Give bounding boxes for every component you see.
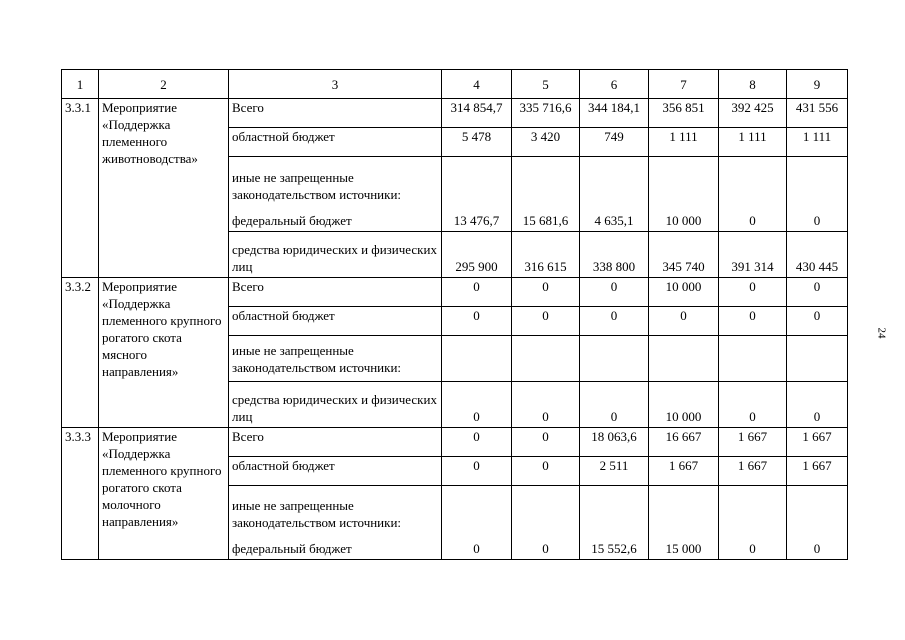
cell-value: 0 bbox=[787, 382, 848, 428]
cell-value: 10 000 bbox=[649, 278, 719, 307]
cell-value: 15 681,6 bbox=[512, 157, 580, 232]
cell-value: 0 bbox=[512, 382, 580, 428]
federal-label: федеральный бюджет bbox=[232, 541, 352, 556]
cell-value: 0 bbox=[512, 457, 580, 486]
cell-value: 316 615 bbox=[512, 232, 580, 278]
financing-table bbox=[61, 69, 848, 560]
cell-value: 0 bbox=[719, 486, 787, 560]
cell-value: 335 716,6 bbox=[512, 99, 580, 128]
empty-cell bbox=[580, 336, 649, 382]
row-label: иные не запрещенные законодательством источники: bbox=[229, 336, 442, 382]
cell-value: 0 bbox=[787, 486, 848, 560]
empty-cell bbox=[442, 336, 512, 382]
cell-value: 0 bbox=[512, 428, 580, 457]
table-row bbox=[62, 99, 848, 128]
cell-value: 1 667 bbox=[787, 428, 848, 457]
cell-value: 431 556 bbox=[787, 99, 848, 128]
cell-value: 0 bbox=[512, 486, 580, 560]
header-cell: 9 bbox=[787, 70, 848, 99]
cell-value: 0 bbox=[512, 278, 580, 307]
cell-value: 13 476,7 bbox=[442, 157, 512, 232]
item-title: Мероприятие «Поддержка племенного животноводства» bbox=[99, 99, 229, 278]
row-label: областной бюджет bbox=[229, 307, 442, 336]
cell-value: 10 000 bbox=[649, 157, 719, 232]
cell-value: 1 111 bbox=[787, 128, 848, 157]
cell-value: 15 552,6 bbox=[580, 486, 649, 560]
cell-value: 0 bbox=[787, 278, 848, 307]
header-cell: 6 bbox=[580, 70, 649, 99]
cell-value: 0 bbox=[719, 157, 787, 232]
cell-value: 5 478 bbox=[442, 128, 512, 157]
row-label bbox=[229, 157, 442, 232]
cell-value: 1 667 bbox=[719, 428, 787, 457]
cell-value: 15 000 bbox=[649, 486, 719, 560]
cell-value: 430 445 bbox=[787, 232, 848, 278]
cell-value: 0 bbox=[442, 278, 512, 307]
cell-value: 749 bbox=[580, 128, 649, 157]
cell-value: 0 bbox=[442, 486, 512, 560]
row-label: средства юридических и физических лиц bbox=[229, 382, 442, 428]
cell-value: 18 063,6 bbox=[580, 428, 649, 457]
cell-value: 0 bbox=[719, 278, 787, 307]
item-code: 3.3.2 bbox=[62, 278, 99, 428]
cell-value: 1 667 bbox=[787, 457, 848, 486]
header-cell: 2 bbox=[99, 70, 229, 99]
header-row bbox=[62, 70, 848, 99]
cell-value: 345 740 bbox=[649, 232, 719, 278]
cell-value: 1 111 bbox=[719, 128, 787, 157]
header-cell: 5 bbox=[512, 70, 580, 99]
cell-value: 3 420 bbox=[512, 128, 580, 157]
cell-value: 0 bbox=[787, 307, 848, 336]
row-label: Всего bbox=[229, 278, 442, 307]
item-code: 3.3.3 bbox=[62, 428, 99, 560]
item-code: 3.3.1 bbox=[62, 99, 99, 278]
empty-cell bbox=[719, 336, 787, 382]
other-sources-label: иные не запрещенные законодательством источники: bbox=[232, 170, 402, 202]
cell-value: 391 314 bbox=[719, 232, 787, 278]
cell-value: 10 000 bbox=[649, 382, 719, 428]
page-number: 24 bbox=[875, 327, 888, 339]
cell-value: 16 667 bbox=[649, 428, 719, 457]
cell-value: 0 bbox=[442, 307, 512, 336]
empty-cell bbox=[512, 336, 580, 382]
empty-cell bbox=[787, 336, 848, 382]
cell-value: 0 bbox=[580, 307, 649, 336]
cell-value: 0 bbox=[442, 382, 512, 428]
row-label: Всего bbox=[229, 428, 442, 457]
cell-value: 0 bbox=[580, 382, 649, 428]
cell-value: 4 635,1 bbox=[580, 157, 649, 232]
other-sources-label: иные не запрещенные законодательством источники: bbox=[232, 498, 402, 530]
cell-value: 0 bbox=[787, 157, 848, 232]
cell-value: 2 511 bbox=[580, 457, 649, 486]
table-row bbox=[62, 428, 848, 457]
header-cell: 4 bbox=[442, 70, 512, 99]
table-row bbox=[62, 278, 848, 307]
cell-value: 0 bbox=[580, 278, 649, 307]
cell-value: 295 900 bbox=[442, 232, 512, 278]
empty-cell bbox=[649, 336, 719, 382]
header-cell: 3 bbox=[229, 70, 442, 99]
header-cell: 1 bbox=[62, 70, 99, 99]
cell-value: 0 bbox=[719, 307, 787, 336]
row-label: Всего bbox=[229, 99, 442, 128]
cell-value: 0 bbox=[512, 307, 580, 336]
cell-value: 338 800 bbox=[580, 232, 649, 278]
item-title: Мероприятие «Поддержка племенного крупного рогатого скота мясного направления» bbox=[99, 278, 229, 428]
row-label: средства юридических и физических лиц bbox=[229, 232, 442, 278]
header-cell: 7 bbox=[649, 70, 719, 99]
cell-value: 0 bbox=[649, 307, 719, 336]
cell-value: 344 184,1 bbox=[580, 99, 649, 128]
cell-value: 356 851 bbox=[649, 99, 719, 128]
cell-value: 1 667 bbox=[719, 457, 787, 486]
cell-value: 314 854,7 bbox=[442, 99, 512, 128]
row-label bbox=[229, 486, 442, 560]
cell-value: 0 bbox=[442, 428, 512, 457]
cell-value: 1 111 bbox=[649, 128, 719, 157]
item-title: Мероприятие «Поддержка племенного крупного рогатого скота молочного направления» bbox=[99, 428, 229, 560]
row-label: областной бюджет bbox=[229, 128, 442, 157]
cell-value: 392 425 bbox=[719, 99, 787, 128]
cell-value: 1 667 bbox=[649, 457, 719, 486]
cell-value: 0 bbox=[719, 382, 787, 428]
federal-label: федеральный бюджет bbox=[232, 213, 352, 228]
row-label: областной бюджет bbox=[229, 457, 442, 486]
cell-value: 0 bbox=[442, 457, 512, 486]
header-cell: 8 bbox=[719, 70, 787, 99]
